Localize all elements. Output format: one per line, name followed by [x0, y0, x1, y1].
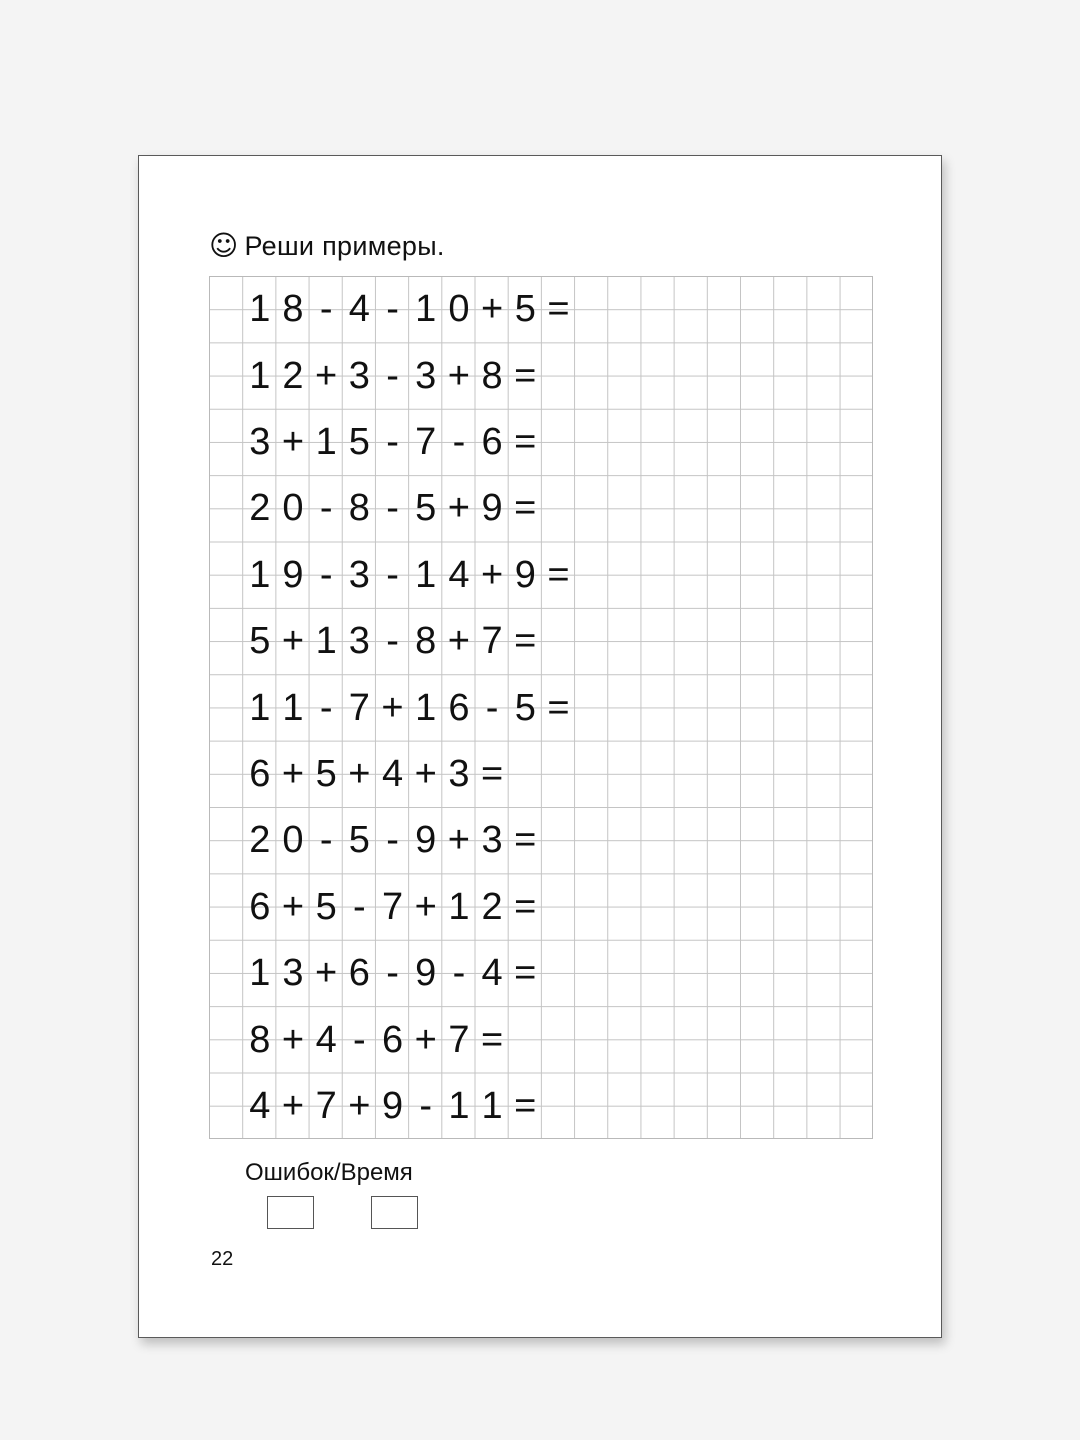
problem-row — [243, 741, 575, 807]
problem-token: 8 — [348, 487, 370, 530]
problem-token: 9 — [514, 553, 536, 596]
problem-token: + — [447, 620, 470, 663]
problem-token: 7 — [348, 686, 370, 729]
problem-token: 5 — [315, 885, 337, 928]
answer-area[interactable] — [575, 674, 641, 740]
problem-token: = — [514, 1084, 537, 1127]
problem-token: - — [452, 952, 466, 995]
problem-token: 6 — [249, 752, 271, 795]
problem-token: 5 — [415, 487, 437, 530]
problem-token: 5 — [514, 288, 536, 331]
problem-token: 6 — [381, 1018, 404, 1061]
page-number: 22 — [211, 1248, 234, 1270]
problem-token: - — [419, 1084, 433, 1127]
answer-area[interactable] — [542, 608, 608, 674]
workbook-page — [138, 155, 942, 1338]
problem-token: = — [514, 885, 537, 928]
problem-token: 8 — [249, 1018, 271, 1061]
problem-token: = — [547, 288, 570, 331]
problem-token: = — [480, 752, 504, 795]
problem-token: - — [319, 288, 333, 331]
problem-token: + — [281, 620, 305, 663]
answer-area[interactable] — [542, 807, 608, 873]
problem-token: 5 — [514, 686, 536, 729]
problem-row — [243, 475, 608, 541]
problem-token: 9 — [415, 819, 437, 862]
problem-token: = — [514, 354, 537, 397]
problem-token: 6 — [481, 420, 503, 463]
problem-token: = — [514, 487, 537, 530]
problem-token: - — [319, 819, 333, 862]
problem-row — [243, 409, 608, 475]
problem-token: + — [381, 686, 404, 729]
problem-token: - — [386, 620, 399, 663]
answer-area[interactable] — [542, 342, 608, 408]
problem-row — [243, 342, 608, 408]
smiley-icon: ☺ — [209, 229, 239, 262]
problem-token: 3 — [415, 354, 437, 397]
problem-token: 1 — [249, 952, 271, 995]
answer-area[interactable] — [509, 741, 575, 807]
problem-token: + — [315, 354, 338, 397]
task-heading — [209, 226, 445, 266]
problem-token: + — [447, 819, 470, 862]
problem-token: 2 — [481, 885, 503, 928]
problem-token: 3 — [481, 819, 503, 862]
problem-token: 1 — [315, 420, 337, 463]
problem-row — [243, 807, 608, 873]
problem-token: 5 — [348, 420, 370, 463]
problem-token: 1 — [415, 553, 437, 596]
problem-token: 1 — [481, 1084, 503, 1127]
problem-token: 2 — [249, 819, 271, 862]
problem-token: 7 — [381, 885, 404, 928]
problem-token: 6 — [249, 885, 271, 928]
problem-token: 5 — [249, 620, 271, 663]
problem-row — [243, 1073, 608, 1139]
problem-token: 7 — [415, 420, 437, 463]
problem-token: - — [386, 487, 399, 530]
problem-token: 4 — [315, 1018, 337, 1061]
problem-token: 4 — [348, 288, 370, 331]
problem-token: + — [414, 752, 437, 795]
problem-token: 1 — [249, 686, 271, 729]
problem-token: 1 — [448, 885, 470, 928]
problem-row — [243, 940, 608, 1006]
problem-row — [243, 674, 641, 740]
problem-token: = — [514, 620, 537, 663]
problem-token: 4 — [448, 553, 470, 596]
answer-area[interactable] — [542, 874, 608, 940]
problem-token: - — [319, 686, 333, 729]
problem-row — [243, 608, 608, 674]
problem-token: 2 — [282, 354, 304, 397]
problem-token: + — [315, 952, 338, 995]
problem-token: 4 — [381, 752, 404, 795]
problem-token: 3 — [348, 620, 370, 663]
problem-token: 8 — [415, 620, 437, 663]
problem-token: + — [281, 885, 305, 928]
problem-token: + — [480, 553, 504, 596]
problem-token: - — [319, 487, 333, 530]
problem-token: 4 — [249, 1084, 271, 1127]
problem-row — [243, 874, 608, 940]
problem-token: 9 — [381, 1084, 404, 1127]
problem-token: - — [353, 1018, 366, 1061]
problem-token: 5 — [315, 752, 337, 795]
problem-token: 1 — [315, 620, 337, 663]
answer-area[interactable] — [542, 1073, 608, 1139]
problem-token: - — [353, 885, 366, 928]
problem-token: 0 — [282, 819, 304, 862]
problem-token: 6 — [448, 686, 470, 729]
problem-token: 9 — [415, 952, 437, 995]
problem-token: 8 — [282, 288, 304, 331]
problem-token: = — [514, 420, 537, 463]
problem-token: 7 — [315, 1084, 337, 1127]
problem-token: 7 — [448, 1018, 470, 1061]
answer-area[interactable] — [575, 276, 641, 342]
problem-row — [243, 1006, 575, 1072]
problem-token: 3 — [448, 752, 470, 795]
problem-token: - — [386, 553, 399, 596]
problem-token: - — [386, 819, 399, 862]
errors-time-label: Ошибок/Время — [245, 1159, 413, 1186]
answer-area[interactable] — [575, 542, 641, 608]
problem-token: 3 — [348, 553, 370, 596]
problem-token: 8 — [481, 354, 503, 397]
problem-token: 1 — [249, 288, 271, 331]
problem-token: - — [386, 288, 399, 331]
problem-token: 3 — [249, 420, 271, 463]
problem-row — [243, 276, 641, 342]
problem-token: + — [281, 752, 305, 795]
problem-token: 1 — [282, 686, 304, 729]
problem-token: + — [414, 1018, 437, 1061]
problem-token: = — [480, 1018, 504, 1061]
problem-token: - — [319, 553, 333, 596]
problem-token: 1 — [249, 354, 271, 397]
problem-token: 9 — [481, 487, 503, 530]
problem-token: - — [485, 686, 499, 729]
problem-token: 1 — [415, 288, 437, 331]
problem-token: = — [547, 553, 570, 596]
problem-token: + — [480, 288, 504, 331]
problem-token: 9 — [282, 553, 304, 596]
problem-token: 1 — [415, 686, 437, 729]
problem-token: 1 — [448, 1084, 470, 1127]
problem-token: = — [514, 819, 537, 862]
problem-token: 0 — [448, 288, 470, 331]
problem-token: + — [447, 354, 470, 397]
problem-token: + — [281, 420, 305, 463]
problem-token: 3 — [348, 354, 370, 397]
problem-token: - — [386, 420, 399, 463]
problem-token: 0 — [282, 487, 304, 530]
answer-area[interactable] — [542, 940, 608, 1006]
graph-paper-grid — [209, 276, 873, 1139]
problem-row — [243, 542, 641, 608]
errors-box[interactable] — [267, 1196, 314, 1229]
problem-token: + — [414, 885, 437, 928]
task-instruction: Реши примеры. — [244, 230, 445, 261]
time-box[interactable] — [371, 1196, 418, 1229]
problem-token: 1 — [249, 553, 271, 596]
problem-token: + — [348, 1084, 371, 1127]
problem-token: 5 — [348, 819, 370, 862]
problem-token: - — [386, 354, 399, 397]
problem-token: + — [348, 752, 371, 795]
problem-token: 2 — [249, 487, 271, 530]
answer-area[interactable] — [542, 409, 608, 475]
answer-area[interactable] — [509, 1006, 575, 1072]
problem-token: 3 — [282, 952, 304, 995]
problem-token: + — [447, 487, 470, 530]
problem-token: 4 — [481, 952, 503, 995]
problem-token: + — [281, 1084, 305, 1127]
problem-token: 6 — [348, 952, 370, 995]
problem-token: = — [514, 952, 537, 995]
problem-token: = — [547, 686, 570, 729]
answer-area[interactable] — [542, 475, 608, 541]
problem-token: - — [452, 420, 466, 463]
problem-token: 7 — [481, 620, 503, 663]
problem-token: - — [386, 952, 399, 995]
problem-token: + — [281, 1018, 305, 1061]
